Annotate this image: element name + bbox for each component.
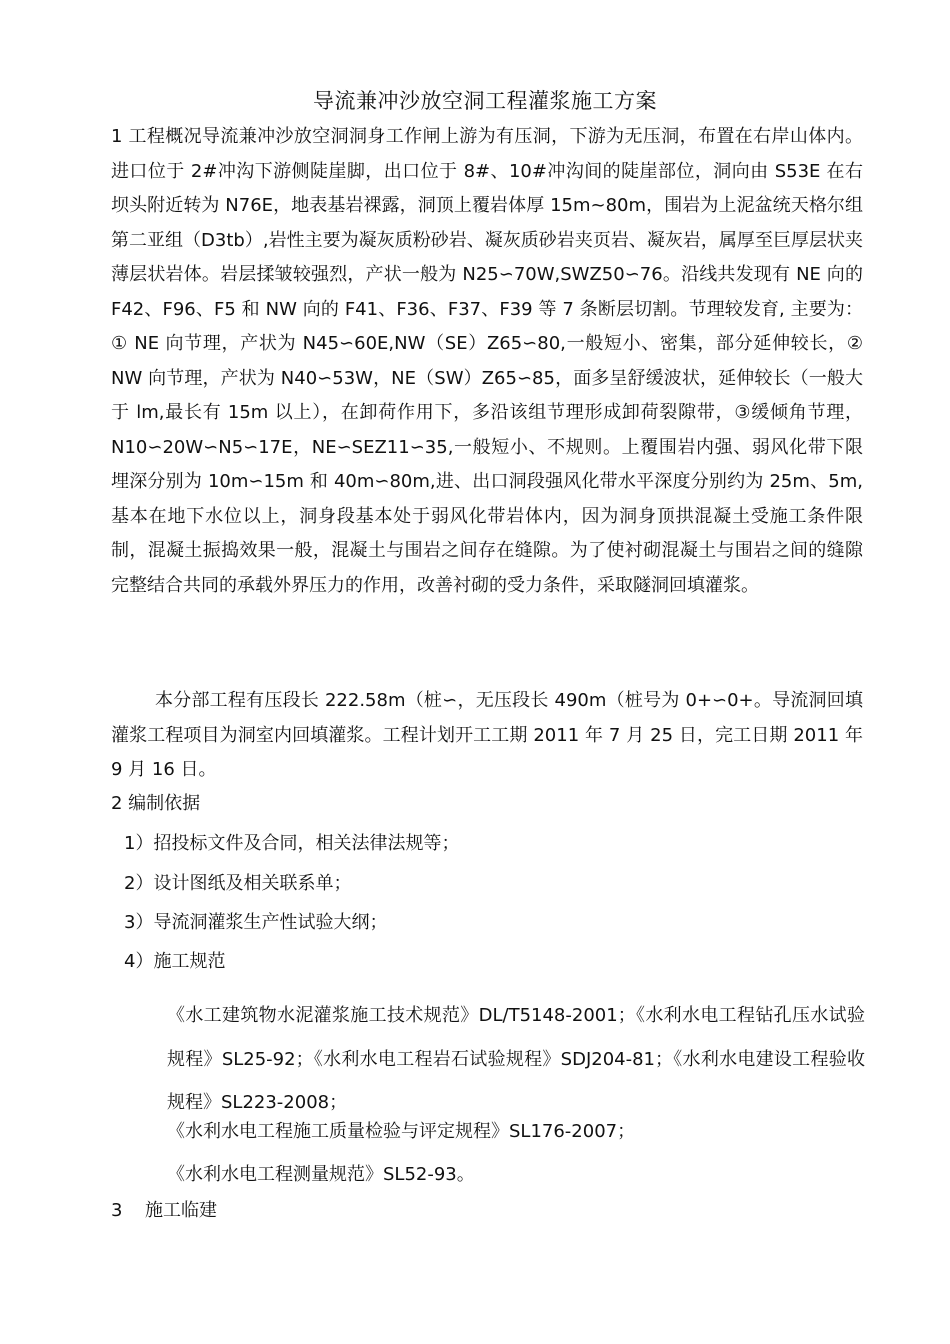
basis-item-1: 1）招投标文件及合同，相关法律法规等； [124,833,460,854]
section-3-heading [111,1196,217,1226]
basis-item-2: 2）设计图纸及相关联系单； [124,873,352,894]
scope-paragraph: 本分部工程有压段长 222.58m（桩∽，无压段长 490m（桩号为 0+∽0+。导流洞回填灌浆工程项目为洞室内回填灌浆。工程计划开工工期 2011 年 7 月 25 日，完工日期 2011 年 9 月 16 日。 [111,690,863,780]
overview-paragraph: 1 工程概况导流兼冲沙放空洞洞身工作闸上游为有压洞，下游为无压洞，布置在右岸山体内。进口位于 2#冲沟下游侧陡崖脚，出口位于 8#、10#冲沟间的陡崖部位，洞向由 S53E 在右坝头附近转为 N76E，地表基岩裸露，洞顶上覆岩体厚 15m~80m，围岩为上泥盆统天格尔组第二亚组（D3tb）,岩性主要为凝灰质粉砂岩、凝灰质砂岩夹页岩、凝灰岩，属厚至巨厚层状夹薄层状岩体。岩层揉皱较强烈，产状一般为 N25∽70W,SWZ50∽76。沿线共发现有 NE 向的 F42、F96、F5 和 NW 向的 F41、F36、F37、F39 等 7 条断层切割。节理较发育, 主要为：① NE 向节理，产状为 N45∽60E,NW（SE）Z65∽80,一般短小、密集，部分延伸较长，② NW 向节理，产状为 N40∽53W，NE（SW）Z65∽85，面多呈舒缓波状，延伸较长（一般大于 lm,最长有 15m 以上），在卸荷作用下，多沿该组节理形成卸荷裂隙带，③缓倾角节理，N10∽20W∽N5∽17E，NE∽SEZ11∽35,一般短小、不规则。上覆围岩内强、弱风化带下限埋深分别为 10m∽15m 和 40m∽80m,进、出口洞段强风化带水平深度分别约为 25m、5m,基本在地下水位以上，洞身段基本处于弱风化带岩体内，因为洞身顶拱混凝土受施工条件限制，混凝土振捣效果一般，混凝土与围岩之间存在缝隙。为了使衬砌混凝土与围岩之间的缝隙完整结合共同的承载外界压力的作用，改善衬砌的受力条件，采取隧洞回填灌浆。 [111,126,863,596]
basis-item-3: 3）导流洞灌浆生产性试验大纲； [124,912,388,933]
section-2-heading: 2 编制依据 [111,793,201,814]
standards-list: 《水工建筑物水泥灌浆施工技术规范》DL/T5148-2001；《水利水电工程钻孔压水试验规程》SL25-92；《水利水电工程岩石试验规程》SDJ204-81；《水利水电建设工程验收规程》SL223-2008； [167,1005,865,1113]
standard-item-quality: 《水利水电工程施工质量检验与评定规程》SL176-2007； [167,1121,636,1142]
section-3-title: 施工临建 [145,1200,217,1221]
section-3-number: 3 [111,1200,123,1221]
standard-item-survey: 《水利水电工程测量规范》SL52-93。 [167,1164,475,1185]
document-title: 导流兼冲沙放空洞工程灌浆施工方案 [313,89,657,113]
basis-item-4: 4）施工规范 [124,951,226,972]
